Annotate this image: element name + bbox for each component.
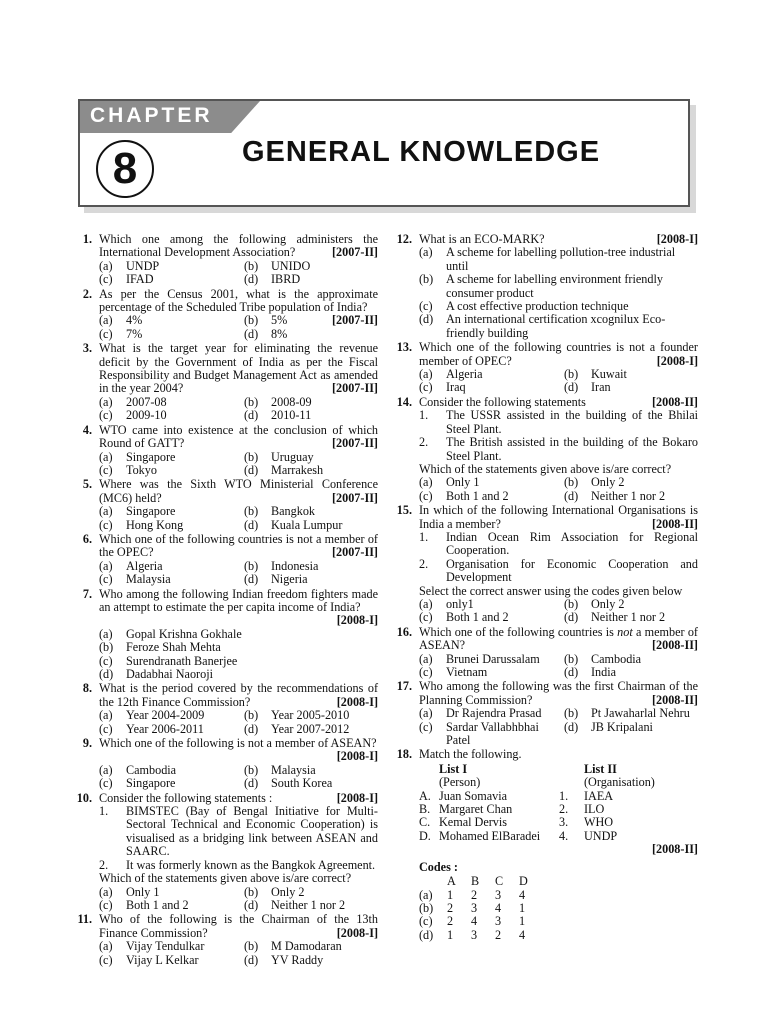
question-number: 1. <box>82 232 92 246</box>
option-letter: (c) <box>99 776 113 791</box>
codes-cell: 1 <box>519 914 526 929</box>
option: (b) Pt Jawaharlal Nehru <box>564 706 690 721</box>
year-tag: [2007-II] <box>331 381 378 396</box>
match-number: 3. <box>559 815 569 830</box>
question-text: Which one of the following is not a member of ASEAN? <box>99 736 377 751</box>
option: (d) Kuala Lumpur <box>244 517 343 532</box>
option: (c) Year 2006-2011 <box>99 721 204 736</box>
option-letter: (d) <box>244 897 259 912</box>
option-letter: (a) <box>99 708 113 723</box>
question-number: 2. <box>82 286 92 301</box>
option: (a) Cambodia <box>99 762 177 777</box>
question-text: Which one among the following administers the International Development Association? [2007-II] <box>99 232 378 260</box>
option-letter: (d) <box>244 517 259 532</box>
codes-header: C <box>495 874 504 889</box>
question-number: 18. <box>396 747 412 762</box>
chapter-label: CHAPTER <box>90 104 213 127</box>
question-q16 <box>388 626 698 680</box>
year-tag: [2007-II] <box>331 490 378 505</box>
question-text: What is an ECO-MARK? [2008-I] <box>419 232 698 246</box>
question-q17 <box>388 680 698 747</box>
option: (d) YV Raddy <box>244 952 324 967</box>
year-tag: [2008-I] <box>336 925 378 940</box>
option-letter: (a) <box>419 245 433 260</box>
option-letter: (b) <box>99 640 114 655</box>
options-grid <box>99 940 378 967</box>
chapter-title: GENERAL KNOWLEDGE <box>242 136 601 168</box>
option: (d) Neither 1 nor 2 <box>564 488 666 503</box>
option-letter: (b) <box>244 258 259 273</box>
option-letter: (d) <box>244 462 259 477</box>
match-person: Margaret Chan <box>439 802 513 817</box>
option-letter: (a) <box>99 939 113 954</box>
option-letter: (c) <box>419 380 433 395</box>
option-letter: (c) <box>99 326 113 341</box>
option: (a) Algeria <box>419 367 483 382</box>
option-letter: (a) <box>419 706 433 721</box>
codes-cell: 1 <box>447 887 454 902</box>
option-letter: (b) <box>244 504 259 519</box>
match-organisation: ILO <box>584 802 605 817</box>
option: (a) Algeria <box>99 558 163 573</box>
options-grid <box>419 653 698 680</box>
option: (d) Neither 1 nor 2 <box>564 610 666 625</box>
options-grid <box>99 396 378 423</box>
option: (a) A scheme for labelling pollution-tree industrial until <box>419 245 676 273</box>
statement: 1. Indian Ocean Rim Association for Regional Cooperation. <box>419 529 698 558</box>
option-letter: (b) <box>564 651 579 666</box>
option-letter: (b) <box>244 939 259 954</box>
option: (a) Vijay Tendulkar <box>99 939 205 954</box>
question-q8 <box>68 682 378 736</box>
year-tag: [2008-I] <box>336 749 378 764</box>
codes-cell: 4 <box>495 900 502 915</box>
option: (a) 4% <box>99 313 143 328</box>
options-grid <box>99 260 378 287</box>
question-q6 <box>68 533 378 587</box>
match-spacer <box>559 763 584 776</box>
option-letter: (d) <box>564 610 579 625</box>
option-letter: (d) <box>244 952 259 967</box>
match-person: Kemal Dervis <box>439 815 508 830</box>
match-letter: C. <box>419 815 431 830</box>
year-tag: [2007-II] <box>331 545 378 560</box>
list-2-subheader: (Organisation) <box>584 775 655 790</box>
match-table <box>419 763 698 843</box>
year-tag: [2008-I] <box>656 353 698 368</box>
question-q15 <box>388 504 698 625</box>
option: (d) 2010-11 <box>244 408 312 423</box>
option: (c) IFAD <box>99 272 154 287</box>
option: (b) 2008-09 <box>244 394 312 409</box>
option-letter: (c) <box>99 272 113 287</box>
statement-number: 1. <box>419 529 429 544</box>
option-letter: (b) <box>244 762 259 777</box>
codes-cell: 1 <box>519 900 526 915</box>
question-number: 12. <box>396 232 412 246</box>
year-tag: [2008-II] <box>651 516 698 531</box>
option: (a) Singapore <box>99 504 176 519</box>
question-text: Which one of the following countries is not a founder member of OPEC? [2008-I] <box>419 340 698 368</box>
option-letter: (b) <box>564 367 579 382</box>
option: (b) A scheme for labelling environment friendly consumer product <box>419 272 663 300</box>
year-tag: [2008-I] <box>336 790 378 805</box>
option-letter: (c) <box>99 408 113 423</box>
codes-cell: (a) <box>419 887 433 902</box>
question-number: 7. <box>82 586 92 601</box>
codes-cell: 3 <box>495 914 502 929</box>
match-letter: D. <box>419 828 431 843</box>
option-letter: (d) <box>244 408 259 423</box>
option: (c) Vijay L Kelkar <box>99 952 199 967</box>
match-number: 2. <box>559 802 569 817</box>
chapter-number: 8 <box>96 140 154 198</box>
option: (b) Only 2 <box>564 596 625 611</box>
question-prompt: Which of the statements given above is/are correct? <box>419 461 672 476</box>
match-letter: A. <box>419 788 431 803</box>
year-tag: [2007-II] <box>331 436 378 451</box>
options-grid <box>99 505 378 532</box>
option: (d) Neither 1 nor 2 <box>244 897 346 912</box>
option-letter: (b) <box>564 706 579 721</box>
option-letter: (b) <box>564 596 579 611</box>
match-person: Juan Somavia <box>439 788 508 803</box>
question-number: 3. <box>82 341 92 356</box>
option-letter: (a) <box>99 762 113 777</box>
option-letter: (c) <box>99 897 113 912</box>
codes-cell: 2 <box>471 887 478 902</box>
option-letter: (c) <box>419 488 433 503</box>
option-letter: (a) <box>99 884 113 899</box>
option: (d) IBRD <box>244 272 301 287</box>
option: (b) UNIDO <box>244 258 311 273</box>
question-text: What is the period covered by the recommendations of the 12th Finance Commission? [2008-I] <box>99 681 378 709</box>
option: (d) South Korea <box>244 776 333 791</box>
question-number: 17. <box>396 679 412 694</box>
option-letter: (b) <box>244 558 259 573</box>
codes-header <box>419 875 447 888</box>
option-letter: (c) <box>419 665 433 679</box>
option-letter: (d) <box>244 721 259 736</box>
option-letter: (b) <box>244 313 259 328</box>
options-grid <box>99 764 378 791</box>
codes-cell: 1 <box>447 927 454 942</box>
option-letter: (c) <box>99 572 113 587</box>
options-grid <box>99 709 378 736</box>
option: (c) Sardar Vallabhbhai Patel <box>419 719 539 748</box>
question-number: 16. <box>396 624 412 639</box>
list-1-header: List I <box>439 761 468 776</box>
option: (c) Tokyo <box>99 462 157 477</box>
option-letter: (a) <box>99 626 113 641</box>
match-spacer <box>559 776 584 789</box>
statement-number: 1. <box>99 804 109 819</box>
question-text: Which one of the following countries is not a member of the OPEC? [2007-II] <box>99 531 378 560</box>
left-column <box>68 233 378 968</box>
option-letter: (d) <box>99 667 114 681</box>
question-text: As per the Census 2001, what is the approximate percentage of the Scheduled Tribe population of India? [2007-II] <box>99 286 378 328</box>
year-tag: [2008-I] <box>336 694 378 709</box>
option-letter: (b) <box>419 272 434 287</box>
option: (c) Hong Kong <box>99 517 184 532</box>
option: (d) Marrakesh <box>244 462 324 477</box>
option-letter: (d) <box>564 665 579 679</box>
statement: 2. Organisation for Economic Cooperation and Development <box>419 556 698 585</box>
year-tag: [2008-II] <box>651 394 698 409</box>
option: (a) UNDP <box>99 258 160 273</box>
year-tag: [2008-II] <box>651 842 698 857</box>
options-grid <box>419 368 698 395</box>
option-letter: (c) <box>419 610 433 625</box>
option: (b) Cambodia <box>564 651 642 666</box>
question-text: In which of the following International Organisations is India a member? [2008-II] <box>419 503 698 531</box>
option-letter: (d) <box>419 312 434 327</box>
options-grid <box>99 560 378 587</box>
option: (d) India <box>564 665 617 679</box>
option-letter: (a) <box>99 258 113 273</box>
question-text: Which one of the following countries is not a member of ASEAN? [2008-II] <box>419 624 698 653</box>
question-number: 4. <box>82 422 92 437</box>
question-q1 <box>68 233 378 287</box>
question-number: 6. <box>82 531 92 546</box>
option-letter: (d) <box>244 776 259 791</box>
option-letter: (c) <box>99 952 113 967</box>
option: (c) Malaysia <box>99 572 171 587</box>
question-q11 <box>68 913 378 967</box>
option: (c) Both 1 and 2 <box>419 488 509 503</box>
codes-cell: (b) <box>419 900 434 915</box>
question-q3 <box>68 342 378 422</box>
option: (c) 2009-10 <box>99 408 167 423</box>
option: (d) Iran <box>564 380 611 395</box>
option-letter: (b) <box>244 394 259 409</box>
question-text: Consider the following statements : [2008-I] <box>99 790 378 805</box>
question-q13 <box>388 341 698 395</box>
statement-number: 2. <box>419 556 429 571</box>
question-number: 10. <box>76 790 92 805</box>
option-letter: (a) <box>419 596 433 611</box>
codes-cell: 2 <box>495 927 502 942</box>
option-letter: (d) <box>564 719 579 734</box>
option-letter: (c) <box>99 462 113 477</box>
codes-table <box>419 875 698 942</box>
option-letter: (d) <box>244 572 259 587</box>
options-grid <box>99 886 378 913</box>
option: (c) A cost effective production technique <box>419 299 629 314</box>
option: (a) Gopal Krishna Gokhale <box>99 626 242 641</box>
option: (b) M Damodaran <box>244 939 342 954</box>
option-letter: (d) <box>564 380 579 395</box>
question-q18 <box>388 748 698 942</box>
option: (d) Dadabhai Naoroji <box>99 667 213 681</box>
question-text: Who of the following is the Chairman of the 13th Finance Commission? [2008-I] <box>99 912 378 940</box>
option-letter: (a) <box>419 367 433 382</box>
question-prompt: Which of the statements given above is/are correct? <box>99 871 352 886</box>
question-number: 9. <box>82 736 92 751</box>
question-text: Where was the Sixth WTO Ministerial Conference (MC6) held? [2007-II] <box>99 477 378 505</box>
option-letter: (b) <box>244 449 259 464</box>
option: (d) An international certification xcognilux Eco-friendly building <box>419 312 666 340</box>
option: (b) Bangkok <box>244 504 316 519</box>
statement-number: 2. <box>419 435 429 450</box>
option: (c) Vietnam <box>419 665 488 679</box>
option: (c) Iraq <box>419 380 466 395</box>
statement: 1. BIMSTEC (Bay of Bengal Initiative for Multi-Sectoral Technical and Economic Cooperation) is visualised as a bridging link between ASEAN and SAARC. <box>99 804 378 859</box>
statement: 2. The British assisted in the building of the Bokaro Steel Plant. <box>419 435 698 463</box>
option-letter: (a) <box>99 449 113 464</box>
option: (c) Both 1 and 2 <box>99 897 189 912</box>
question-q5 <box>68 478 378 532</box>
question-q14 <box>388 396 698 503</box>
option: (b) Only 2 <box>244 884 305 899</box>
codes-cell: 4 <box>519 927 526 942</box>
codes-cell: 2 <box>447 900 454 915</box>
option-letter: (c) <box>99 653 113 668</box>
codes-cell: 3 <box>495 887 502 902</box>
codes-cell: 3 <box>471 900 478 915</box>
option: (a) Only 1 <box>99 884 160 899</box>
option: (b) Kuwait <box>564 367 627 382</box>
match-spacer <box>419 763 439 776</box>
option-letter: (a) <box>99 504 113 519</box>
option-letter: (c) <box>99 517 113 532</box>
option: (a) only1 <box>419 596 474 611</box>
year-tag: [2008-I] <box>336 613 378 628</box>
codes-header: B <box>471 874 480 889</box>
question-q9 <box>68 737 378 791</box>
year-tag: [2008-II] <box>651 692 698 707</box>
options-grid <box>419 476 698 503</box>
match-number: 1. <box>559 788 569 803</box>
right-column <box>388 233 698 943</box>
question-q4 <box>68 424 378 478</box>
option-letter: (d) <box>244 272 259 287</box>
question-number: 15. <box>396 503 412 518</box>
option-letter: (d) <box>244 326 259 341</box>
option: (d) 8% <box>244 326 288 341</box>
statement-number: 2. <box>99 857 109 872</box>
codes-cell: (d) <box>419 927 434 942</box>
match-organisation: IAEA <box>584 788 614 803</box>
options-grid <box>419 598 698 625</box>
option: (b) Malaysia <box>244 762 316 777</box>
question-prompt: Select the correct answer using the codes given below <box>419 583 683 598</box>
match-spacer <box>419 776 439 789</box>
option: (b) 5% <box>244 313 288 328</box>
option-letter: (a) <box>419 475 433 490</box>
option-letter: (c) <box>419 719 433 734</box>
option: (a) Singapore <box>99 449 176 464</box>
codes-cell: 4 <box>519 887 526 902</box>
option-letter: (a) <box>99 313 113 328</box>
codes-header: D <box>519 874 528 889</box>
option: (c) Both 1 and 2 <box>419 610 509 625</box>
question-text: What is the target year for eliminating the revenue deficit by the Government of India as per the Fiscal Responsibility and Budget Management Act as amended in the year 2004? [2007-II] <box>99 341 378 396</box>
option: (c) 7% <box>99 326 143 341</box>
question-number: 8. <box>82 681 92 696</box>
option: (b) Year 2005-2010 <box>244 708 350 723</box>
statement: 2. It was formerly known as the Bangkok Agreement. <box>99 857 376 872</box>
option: (a) Dr Rajendra Prasad <box>419 706 542 721</box>
codes-cell: 4 <box>471 914 478 929</box>
codes-cell: 2 <box>447 914 454 929</box>
option-letter: (a) <box>99 558 113 573</box>
statement-number: 1. <box>419 408 429 423</box>
question-number: 5. <box>82 477 92 492</box>
option: (b) Feroze Shah Mehta <box>99 640 221 655</box>
codes-label: Codes : <box>419 859 458 874</box>
codes-cell: (c) <box>419 914 433 929</box>
match-organisation: UNDP <box>584 828 618 843</box>
question-q12 <box>388 233 698 340</box>
question-q7 <box>68 588 378 682</box>
option: (c) Singapore <box>99 776 176 791</box>
question-number: 13. <box>396 340 412 355</box>
option: (d) JB Kripalani <box>564 719 653 734</box>
year-tag: [2008-I] <box>656 232 698 246</box>
question-number: 14. <box>396 394 412 409</box>
question-q10 <box>68 792 378 913</box>
option-letter: (c) <box>99 721 113 736</box>
match-person: Mohamed ElBaradei <box>439 828 541 843</box>
statement: 1. The USSR assisted in the building of the Bhilai Steel Plant. <box>419 408 698 436</box>
list-2-header: List II <box>584 761 617 776</box>
option: (a) Year 2004-2009 <box>99 708 205 723</box>
question-q2 <box>68 288 378 342</box>
options-grid <box>99 314 326 341</box>
question-text: Who among the following was the first Chairman of the Planning Commission? [2008-II] <box>419 679 698 707</box>
option-letter: (a) <box>419 651 433 666</box>
option: (b) Uruguay <box>244 449 314 464</box>
list-1-subheader: (Person) <box>439 775 481 790</box>
option: (d) Year 2007-2012 <box>244 721 350 736</box>
option: (a) 2007-08 <box>99 394 167 409</box>
option: (b) Indonesia <box>244 558 319 573</box>
question-text: Who among the following Indian freedom fighters made an attempt to estimate the per capita income of India? <box>99 586 378 614</box>
year-tag: [2007-II] <box>331 245 378 260</box>
option: (c) Surendranath Banerjee <box>99 653 238 668</box>
option: (a) Only 1 <box>419 475 480 490</box>
option-letter: (b) <box>244 708 259 723</box>
option-letter: (d) <box>564 488 579 503</box>
option-letter: (a) <box>99 394 113 409</box>
option: (a) Brunei Darussalam <box>419 651 540 666</box>
question-text: Consider the following statements [2008-II] <box>419 394 698 409</box>
codes-header: A <box>447 874 456 889</box>
year-tag: [2008-II] <box>651 638 698 653</box>
option-letter: (b) <box>564 475 579 490</box>
option-letter: (c) <box>419 299 433 314</box>
match-organisation: WHO <box>584 815 614 830</box>
match-letter: B. <box>419 802 431 817</box>
question-number: 11. <box>77 912 92 927</box>
question-text: WTO came into existence at the conclusion of which Round of GATT? [2007-II] <box>99 422 378 451</box>
option-letter: (b) <box>244 884 259 899</box>
match-number: 4. <box>559 828 569 843</box>
question-text: Match the following. <box>419 747 522 762</box>
year-tag: [2007-II] <box>331 313 378 328</box>
option: (d) Nigeria <box>244 572 308 587</box>
option: (b) Only 2 <box>564 475 625 490</box>
options-grid <box>99 451 378 478</box>
options-grid <box>419 707 698 747</box>
codes-cell: 3 <box>471 927 478 942</box>
